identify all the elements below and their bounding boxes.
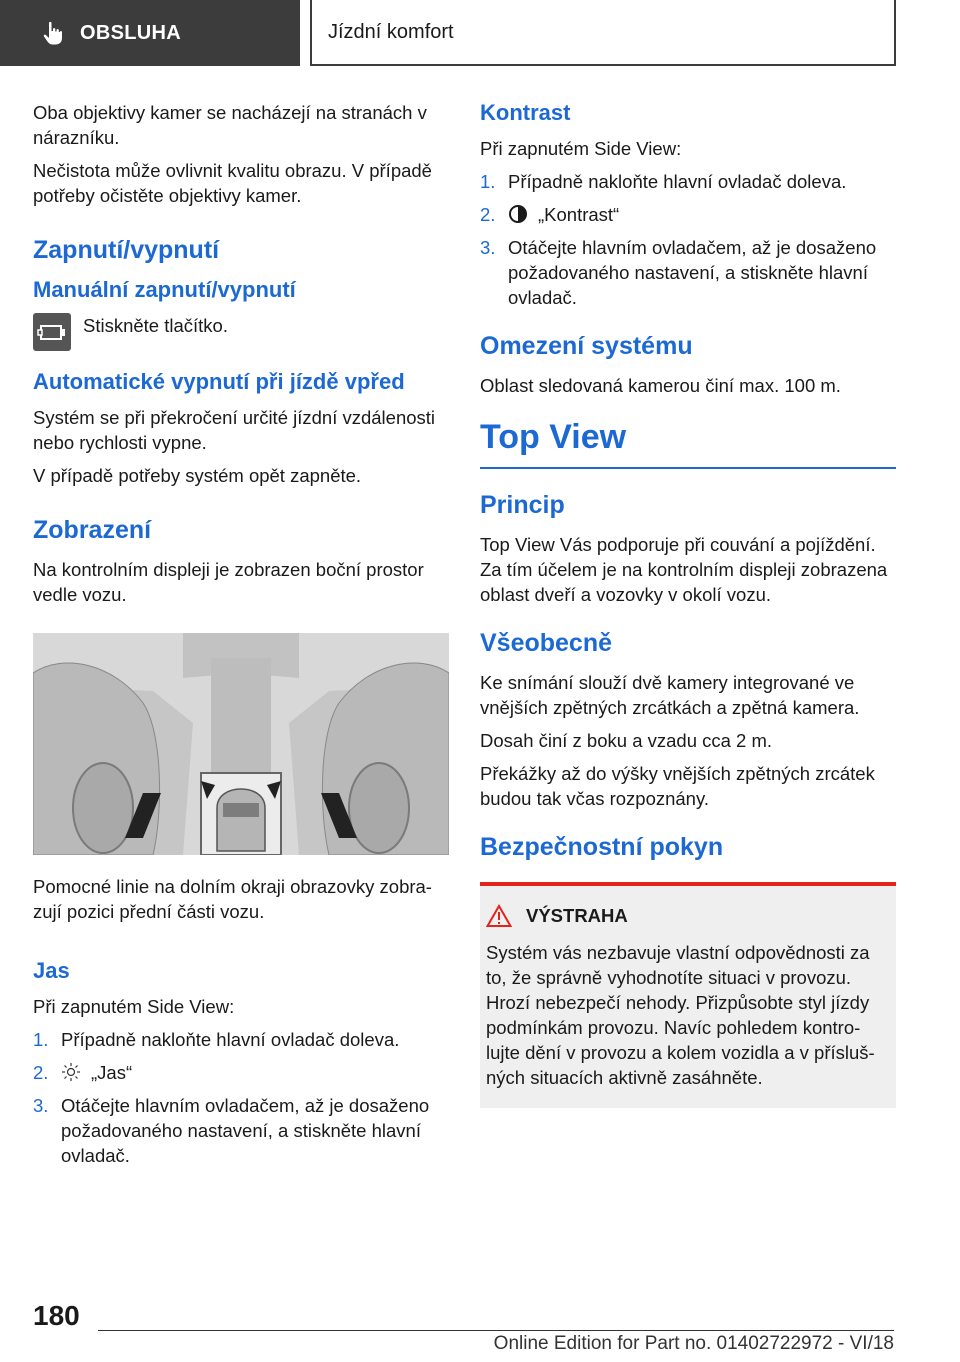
warning-triangle-icon xyxy=(486,904,512,928)
heading-contrast: Kontrast xyxy=(480,100,571,125)
warning-title: VÝSTRAHA xyxy=(526,905,628,926)
heading-on-off: Zapnutí/vypnutí xyxy=(33,236,220,264)
paragraph: Na kontrolním displeji je zobrazen boční prostor vedle vozu. xyxy=(33,559,424,605)
paragraph: Dosah činí z boku a vzadu cca 2 m. xyxy=(480,730,773,751)
warning-box xyxy=(480,882,896,1108)
heading-top-view: Top View xyxy=(480,418,896,469)
page-number: 180 xyxy=(33,1300,80,1331)
section-tab xyxy=(0,0,300,66)
step-text: Otáčejte hlavním ovladačem, až je dosaženo požadovaného nastavení, a stiskněte hlavní ovladač. xyxy=(508,237,877,308)
section-title: OBSLUHA xyxy=(80,21,181,44)
step-number: 2. xyxy=(33,1062,49,1083)
step-number: 1. xyxy=(480,171,496,192)
step-text: Otáčejte hlavním ovladačem, až je dosaženo požadovaného nastavení, a stiskněte hlavní ovladač. xyxy=(61,1095,430,1166)
press-button-text: Stiskněte tlačítko. xyxy=(83,315,228,336)
chapter-tab xyxy=(310,0,896,66)
step-number: 1. xyxy=(33,1029,49,1050)
heading-principle: Princip xyxy=(480,491,565,519)
paragraph: Ke snímání slouží dvě kamery integrované ve vnějších zpětných zrcátkách a zpětná kamera. xyxy=(480,672,860,718)
warning-header xyxy=(486,904,888,928)
figure-caption: Pomocné linie na dolním okraji obrazovky zobra-zují pozici přední části vozu. xyxy=(33,876,432,922)
paragraph: Nečistota může ovlivnit kvalitu obrazu. V případě potřeby očistěte objektivy kamer. xyxy=(33,160,432,206)
button-instruction xyxy=(33,313,449,351)
footer-edition: Online Edition for Part no. 01402722972 - VI/18 xyxy=(493,1333,894,1354)
side-view-button-icon xyxy=(33,313,71,351)
list-item xyxy=(480,169,896,194)
page-header xyxy=(0,0,960,66)
hand-pointer-icon xyxy=(40,20,66,46)
warning-text: Systém vás nezbavuje vlastní odpovědnosti za to, že správně vyhodnotíte situaci v provozu. Hrozí nebezpečí nehody. Přizpůsobte styl jízdy podmínkám provozu. Navíc pohledem kontro-lujte dění v provozu a kolem vozidla a v přísluš-ných situacích aktivně zasáhněte. xyxy=(486,942,875,1088)
paragraph: Oblast sledovaná kamerou činí max. 100 m. xyxy=(480,375,841,396)
paragraph: Při zapnutém Side View: xyxy=(480,138,682,159)
brightness-steps xyxy=(33,1027,449,1168)
list-item xyxy=(480,235,896,310)
side-view-illustration xyxy=(33,633,449,855)
heading-brightness: Jas xyxy=(33,958,70,983)
step-text: Případně nakloňte hlavní ovladač doleva. xyxy=(508,171,847,192)
step-number: 3. xyxy=(33,1095,49,1116)
heading-safety: Bezpečnostní pokyn xyxy=(480,833,724,861)
step-number: 3. xyxy=(480,237,496,258)
list-item xyxy=(33,1093,449,1168)
heading-auto-off: Automatické vypnutí při jízdě vpřed xyxy=(33,369,405,394)
paragraph: Oba objektivy kamer se nacházejí na stranách v nárazníku. xyxy=(33,102,427,148)
step-text: „Jas“ xyxy=(91,1062,133,1083)
paragraph: Při zapnutém Side View: xyxy=(33,996,235,1017)
step-number: 2. xyxy=(480,204,496,225)
paragraph: Top View Vás podporuje při couvání a pojíždění. Za tím účelem je na kontrolním displeji zobrazena oblast dveří a vozovky v okolí vozu. xyxy=(480,534,888,605)
list-item xyxy=(33,1060,449,1085)
list-item xyxy=(480,202,896,227)
camera-icon xyxy=(37,321,67,343)
heading-general: Všeobecně xyxy=(480,629,613,657)
paragraph: Překážky až do výšky vnějších zpětných zrcátek budou tak včas rozpoznány. xyxy=(480,763,875,809)
right-column xyxy=(480,100,896,1108)
step-text: Případně nakloňte hlavní ovladač doleva. xyxy=(61,1029,400,1050)
left-column xyxy=(33,100,449,1178)
step-text: „Kontrast“ xyxy=(538,204,620,225)
heading-limits: Omezení systému xyxy=(480,332,693,360)
contrast-icon xyxy=(508,204,528,224)
footer-divider xyxy=(98,1330,894,1331)
contrast-steps xyxy=(480,169,896,310)
chapter-title: Jízdní komfort xyxy=(328,20,454,43)
list-item xyxy=(33,1027,449,1052)
paragraph: Systém se při překročení určité jízdní vzdálenosti nebo rychlosti vypne. xyxy=(33,407,436,453)
heading-manual: Manuální zapnutí/vypnutí xyxy=(33,277,296,302)
sun-icon xyxy=(61,1062,81,1082)
paragraph: V případě potřeby systém opět zapněte. xyxy=(33,465,362,486)
heading-display: Zobrazení xyxy=(33,516,152,544)
